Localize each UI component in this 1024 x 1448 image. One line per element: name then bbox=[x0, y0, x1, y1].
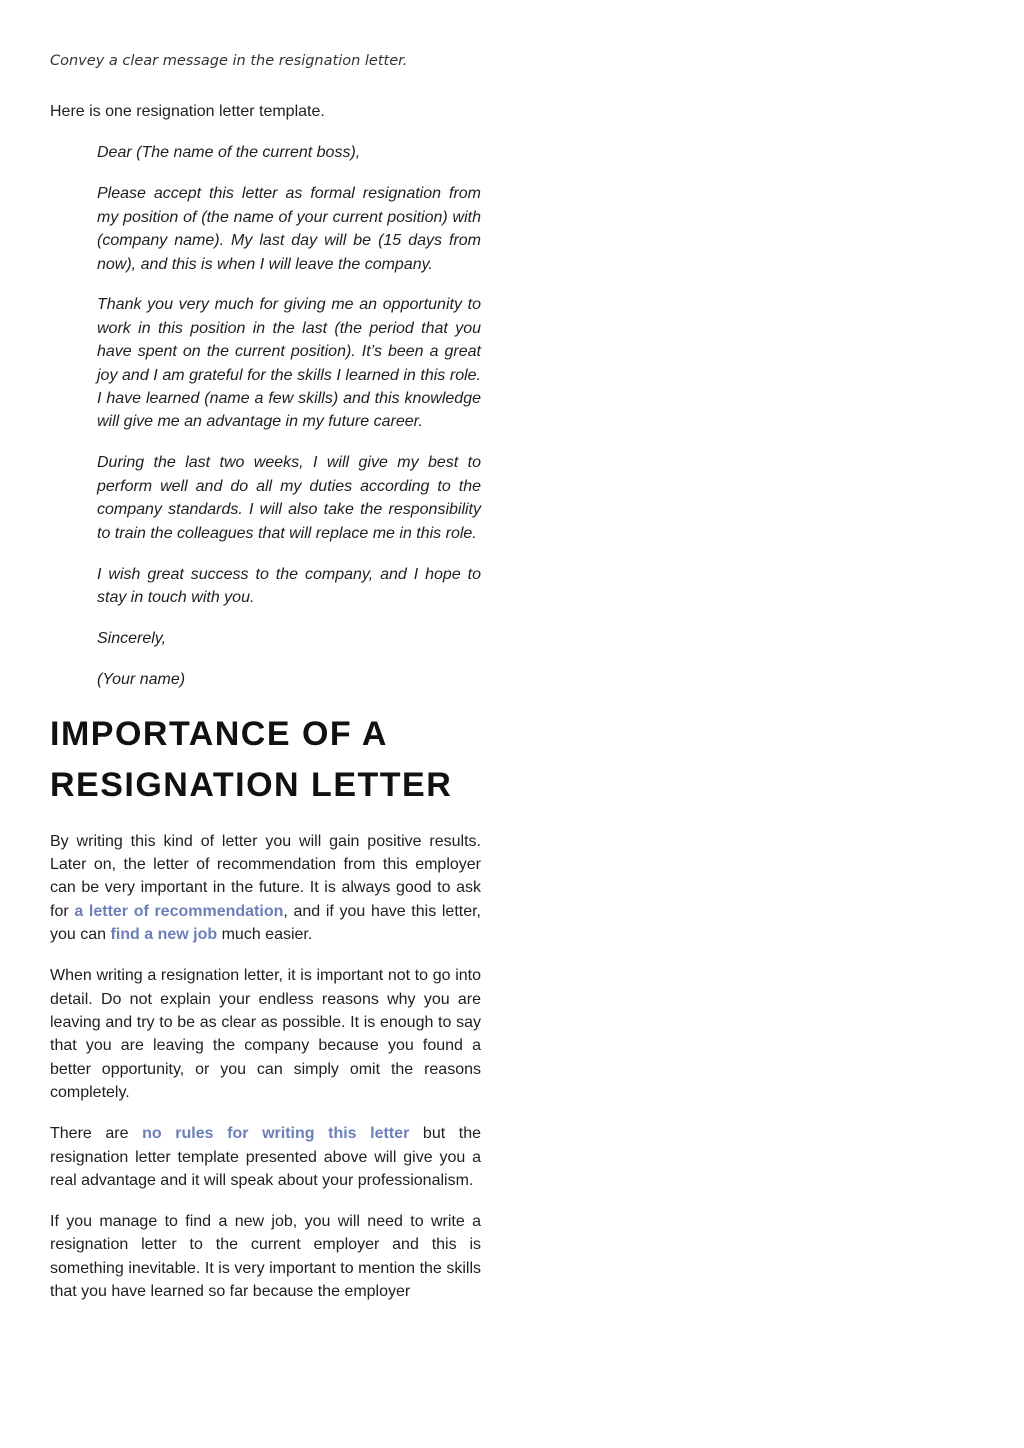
body-paragraph-4: If you manage to find a new job, you will need to write a resignation letter to the current employer and this is something inevitable. It is very important to mention the skills that you have learned so far because the employer bbox=[50, 1212, 481, 1301]
body-text: much easier. bbox=[217, 926, 313, 944]
letter-greeting: Dear (The name of the current boss), bbox=[97, 144, 361, 162]
find-new-job-link[interactable]: find a new job bbox=[110, 926, 218, 944]
section-body bbox=[50, 830, 481, 1304]
body-paragraph-2: When writing a resignation letter, it is important not to go into detail. Do not explain your endless reasons why you are leaving and try to be as clear as possible. It is enough to say that you are leaving the company because you found a better opportunity, or you can simply omit the reasons completely. bbox=[50, 967, 481, 1102]
letter-closing: Sincerely, bbox=[97, 629, 167, 647]
article-page bbox=[50, 48, 481, 1321]
letter-signature: (Your name) bbox=[97, 670, 186, 688]
body-text: By writing this kind of letter you will gain positive results. Later on, the letter of recommendation from this employer can be very important in the future. It is always good to ask for bbox=[50, 832, 481, 920]
letter-of-recommendation-link[interactable]: a letter of recommendation bbox=[74, 902, 284, 920]
letter-paragraph-2: Thank you very much for giving me an opportunity to work in this position in the last (the period that you have spent on the current position). It’s been a great joy and I am grateful for the skills I learned in this role. I have learned (name a few skills) and this knowledge will give me an advantage in my future career. bbox=[97, 296, 481, 431]
letter-paragraph-4: I wish great success to the company, and I hope to stay in touch with you. bbox=[97, 565, 481, 606]
body-text: , and if you have this letter, you can bbox=[50, 902, 482, 944]
body-paragraph-1 bbox=[50, 830, 481, 947]
body-text: but the resignation letter template presented above will give you a real advantage and it will speak about your professionalism. bbox=[50, 1125, 482, 1189]
section-heading: IMPORTANCE OF A RESIGNATION LETTER bbox=[50, 714, 453, 804]
letter-paragraph-3: During the last two weeks, I will give my best to perform well and do all my duties according to the company standards. I will also take the responsibility to train the colleagues that will replace me in this role. bbox=[97, 454, 481, 542]
intro-paragraph: Here is one resignation letter template. bbox=[50, 103, 325, 120]
image-caption: Convey a clear message in the resignation letter. bbox=[50, 53, 408, 69]
no-rules-link[interactable]: no rules for writing this letter bbox=[142, 1125, 410, 1143]
body-text: There are bbox=[50, 1125, 143, 1143]
letter-paragraph-1: Please accept this letter as formal resignation from my position of (the name of your current position) with (company name). My last day will be (15 days from now), and this is when I will leave the company. bbox=[97, 185, 481, 273]
letter-template bbox=[97, 141, 481, 691]
body-paragraph-3 bbox=[50, 1122, 481, 1192]
